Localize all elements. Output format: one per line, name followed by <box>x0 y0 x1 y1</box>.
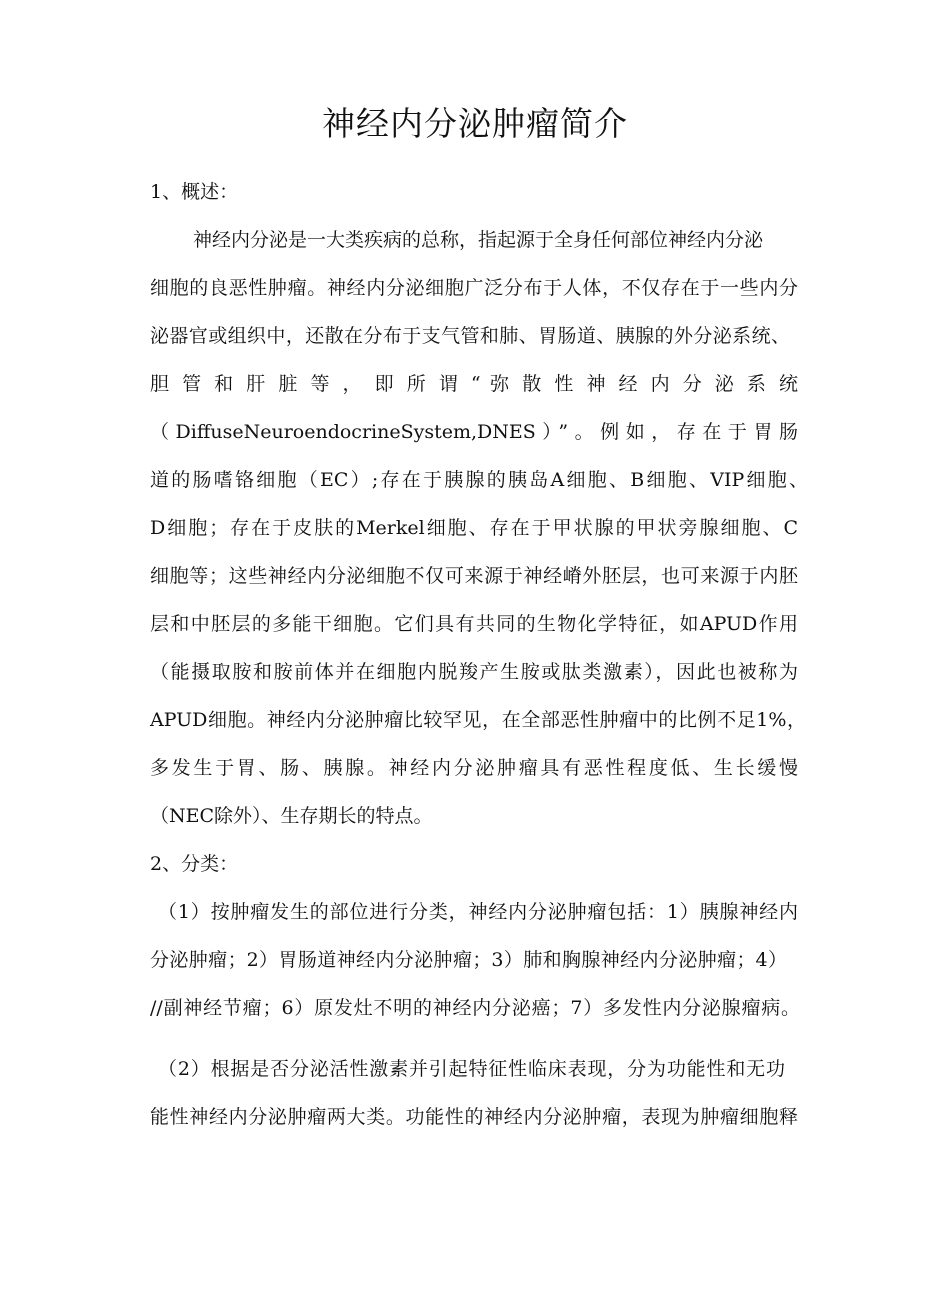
paragraph-line: （2）根据是否分泌活性激素并引起特征性临床表现，分为功能性和无功 <box>158 1058 785 1080</box>
paragraph-line: //副神经节瘤；6）原发灶不明的神经内分泌癌；7）多发性内分泌腺瘤病。 <box>150 997 800 1019</box>
paragraph-line: 泌器官或组织中，还散在分布于支气管和肺、胃肠道、胰腺的外分泌系统、 <box>150 325 790 347</box>
paragraph-line: 细胞的良恶性肿瘤。神经内分泌细胞广泛分布于人体，不仅存在于一些内分 <box>150 277 798 299</box>
paragraph-line: 道的肠嗜铬细胞（EC）;存在于胰腺的胰岛A细胞、B细胞、VIP细胞、 <box>150 469 808 491</box>
paragraph-line: 层和中胚层的多能干细胞。它们具有共同的生物化学特征，如APUD作用 <box>150 613 798 635</box>
paragraph-line: 神经内分泌是一大类疾病的总称，指起源于全身任何部位神经内分泌 <box>193 229 764 251</box>
paragraph-line: （DiffuseNeuroendocrineSystem,DNES）”。例如，存在于胃肠 <box>150 421 798 443</box>
paragraph-line: 多发生于胃、肠、胰腺。神经内分泌肿瘤具有恶性程度低、生长缓慢 <box>150 757 798 779</box>
paragraph-line: APUD细胞。神经内分泌肿瘤比较罕见，在全部恶性肿瘤中的比例不足1%， <box>150 709 806 731</box>
paragraph-line: 分泌肿瘤；2）胃肠道神经内分泌肿瘤；3）肺和胸腺神经内分泌肿瘤；4） <box>150 949 787 971</box>
paragraph-line: （1）按肿瘤发生的部位进行分类，神经内分泌肿瘤包括：1）胰腺神经内 <box>158 901 798 923</box>
section-heading-overview: 1、概述： <box>150 181 239 203</box>
paragraph-line: 细胞等；这些神经内分泌细胞不仅可来源于神经嵴外胚层，也可来源于内胚 <box>150 565 798 587</box>
paragraph-line: 能性神经内分泌肿瘤两大类。功能性的神经内分泌肿瘤，表现为肿瘤细胞释 <box>150 1106 798 1128</box>
paragraph-line: （NEC除外）、生存期长的特点。 <box>150 805 433 827</box>
paragraph-line: D细胞；存在于皮肤的Merkel细胞、存在于甲状腺的甲状旁腺细胞、C <box>150 517 798 539</box>
document-title: 神经内分泌肿瘤简介 <box>322 104 628 143</box>
paragraph-line: 胆 管 和 肝 脏 等 ， 即 所 谓 “ 弥 散 性 神 经 内 分 泌 系 统 <box>150 373 798 395</box>
paragraph-line: （能摄取胺和胺前体并在细胞内脱羧产生胺或肽类激素），因此也被称为 <box>150 661 798 683</box>
section-heading-classification: 2、分类： <box>150 853 239 875</box>
